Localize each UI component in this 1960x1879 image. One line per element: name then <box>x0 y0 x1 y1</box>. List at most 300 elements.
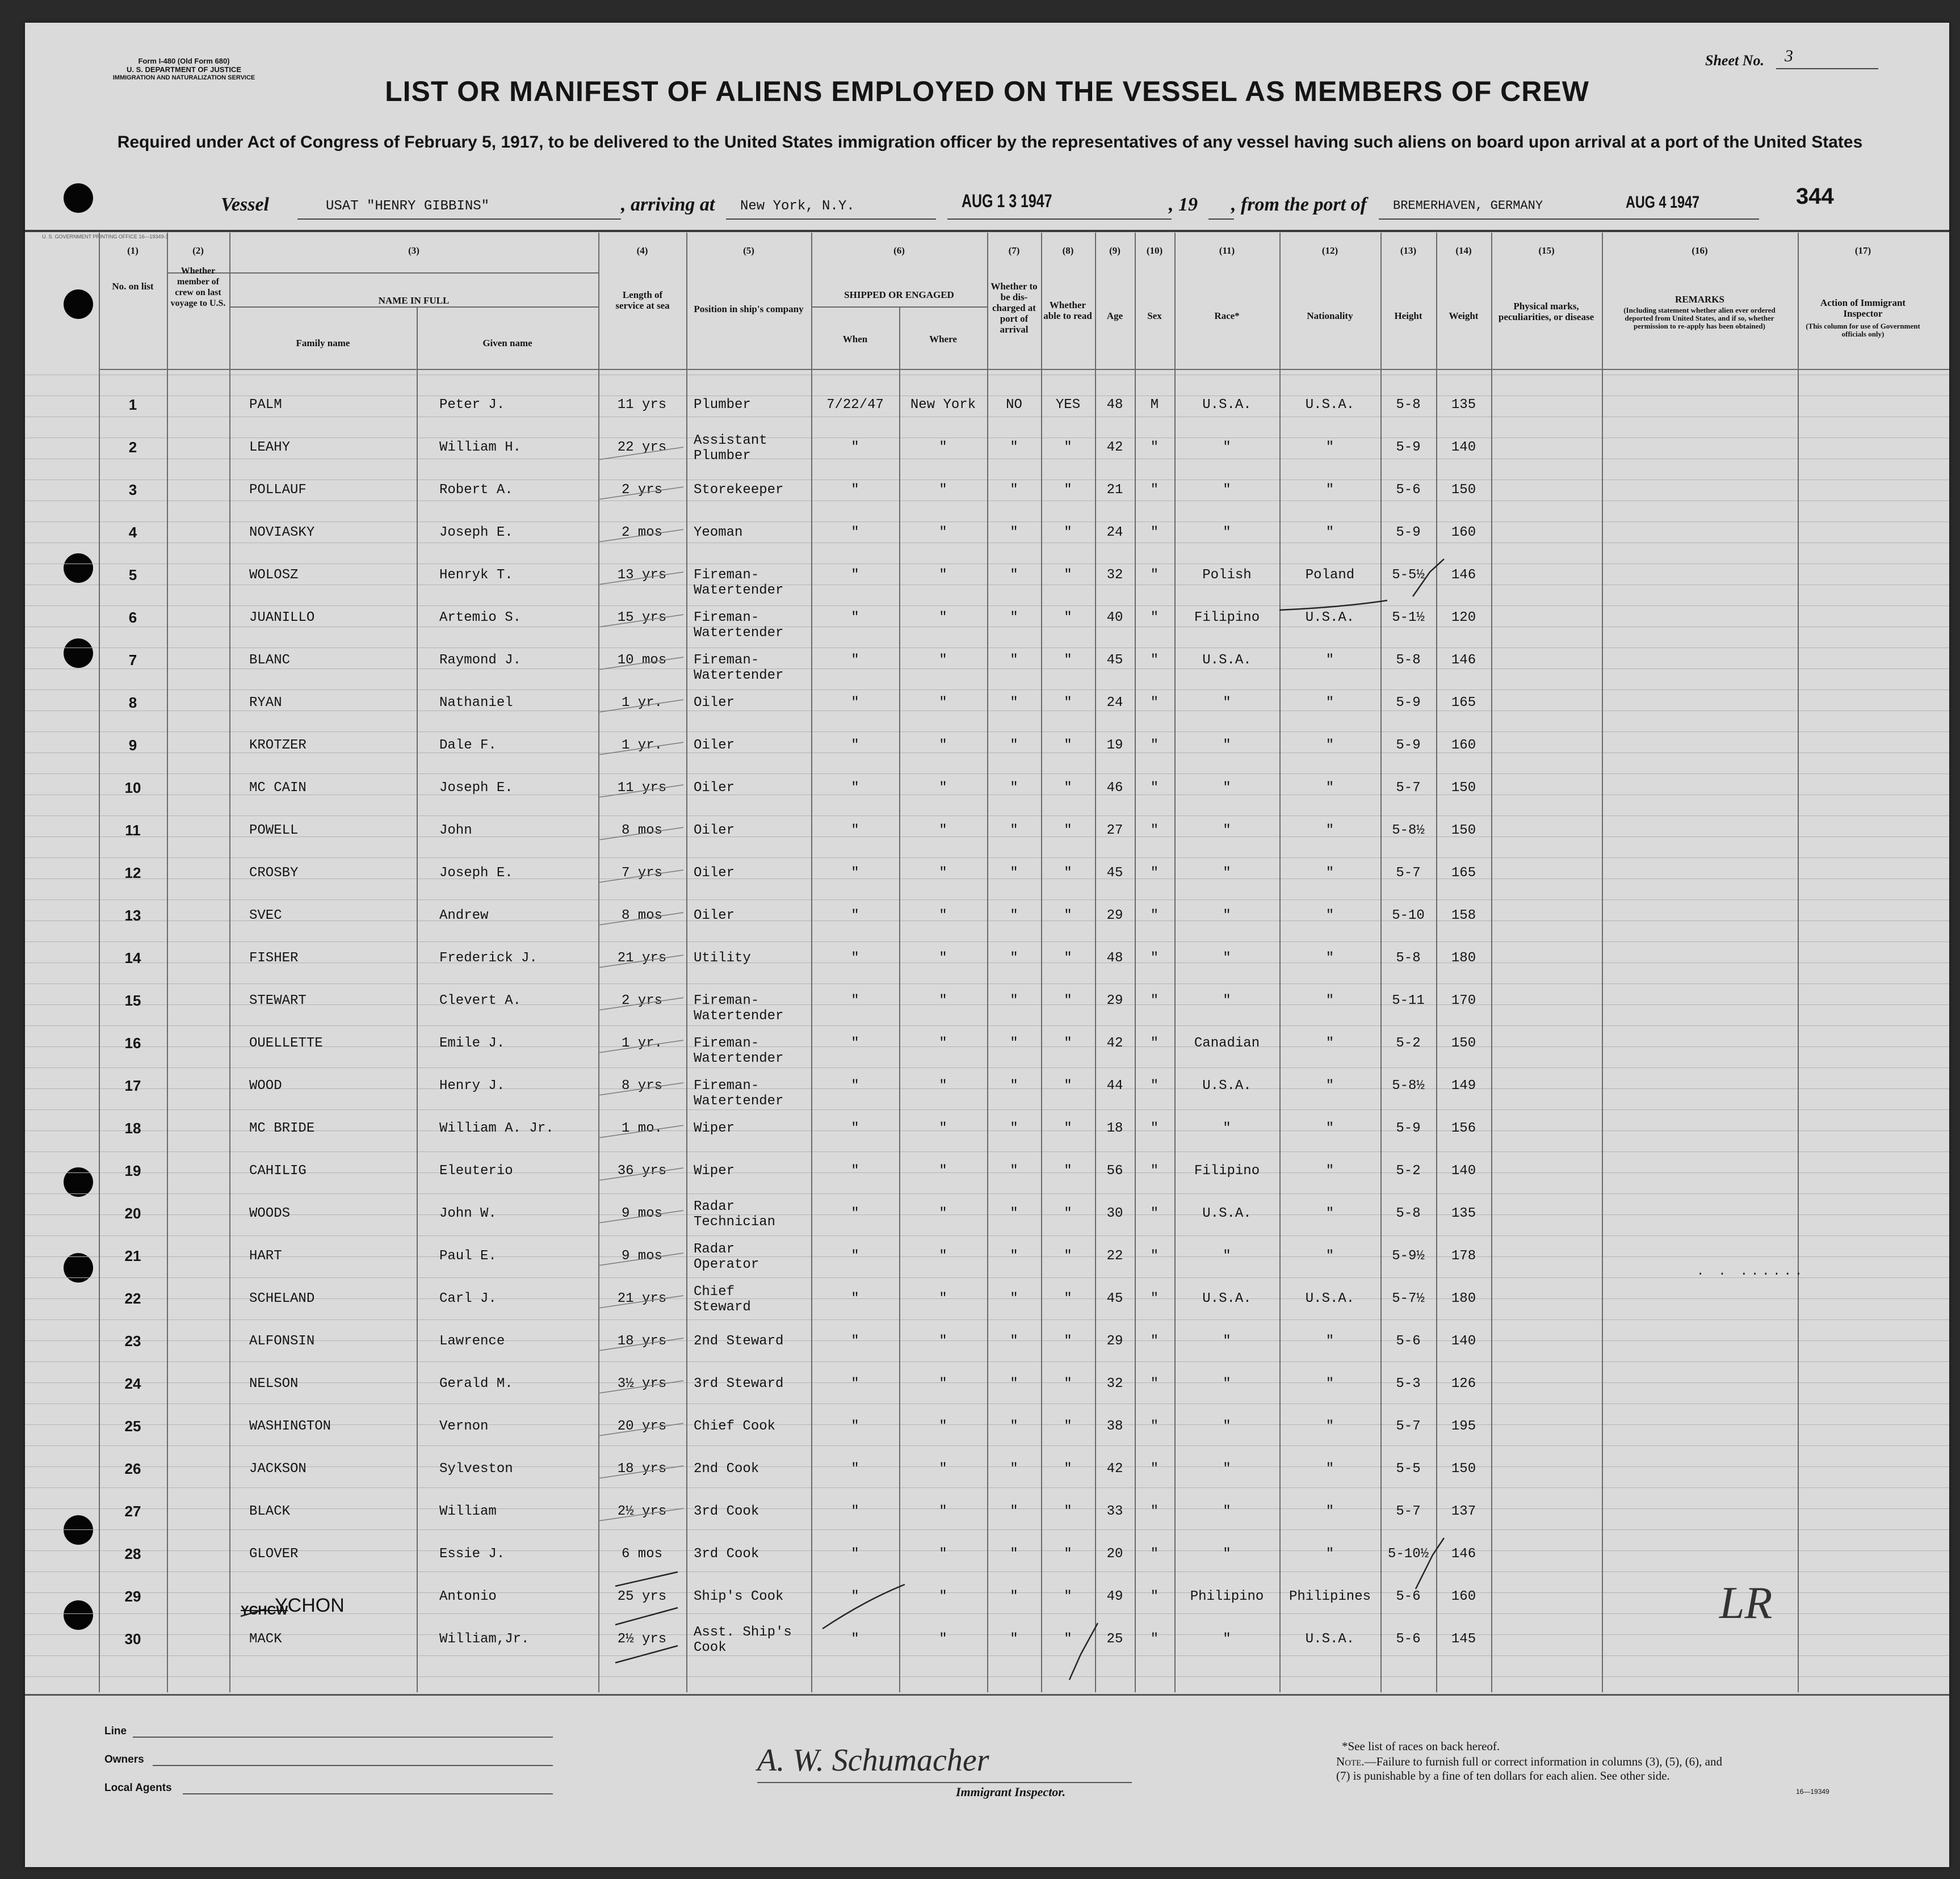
cell-nationality: " <box>1325 1206 1334 1221</box>
col-number-1: (1) <box>127 245 138 256</box>
cell-discharged: " <box>1010 951 1018 966</box>
cell-sex: " <box>1150 823 1159 838</box>
header-remarks-note: (Including statement whether alien ever ordered deported from United States, and if so, whether permission to re-apply has been obtained) <box>1623 306 1776 330</box>
cell-no: 24 <box>124 1375 141 1392</box>
cell-nationality: " <box>1325 1461 1334 1477</box>
cell-read: " <box>1064 1163 1072 1179</box>
col-number-8: (8) <box>1062 245 1074 256</box>
cell-service: 2 yrs <box>621 482 662 498</box>
sheet-number-value: 3 <box>1785 47 1793 65</box>
cell-where: " <box>939 482 947 498</box>
header-last-voyage: Whether member of crew on last voyage to U.S. <box>170 266 226 308</box>
cell-no: 8 <box>128 694 137 711</box>
cell-read: " <box>1064 1121 1072 1136</box>
cell-race: " <box>1223 738 1231 753</box>
cell-given: William,Jr. <box>439 1632 530 1647</box>
cell-when: " <box>851 1078 859 1094</box>
cell-no: 22 <box>124 1290 141 1307</box>
header-shipped-when: When <box>842 334 868 344</box>
cell-position: 3rd Cook <box>694 1546 759 1562</box>
cell-discharged: " <box>1010 653 1018 668</box>
ditto-check-stroke <box>822 1584 905 1629</box>
col-number-3: (3) <box>408 245 419 256</box>
cell-read: " <box>1064 653 1072 668</box>
cell-service: 18 yrs <box>617 1334 667 1349</box>
cell-position: 3rd Cook <box>694 1504 759 1519</box>
cell-race: Filipino <box>1194 610 1260 625</box>
cell-age: 48 <box>1106 397 1123 413</box>
cell-given: Clevert A. <box>439 993 522 1008</box>
cell-given: Peter J. <box>439 397 505 413</box>
cell-weight: 140 <box>1451 440 1476 455</box>
manifest-sheet <box>25 23 1949 1867</box>
cell-race: " <box>1223 1121 1231 1136</box>
cell-height: 5-6 <box>1396 482 1421 498</box>
cell-weight: 150 <box>1451 823 1476 838</box>
cell-read: " <box>1064 695 1072 711</box>
cell-sex: " <box>1150 610 1159 625</box>
header-able-to-read: Whether able to read <box>1043 300 1092 321</box>
cell-family: CROSBY <box>249 865 299 881</box>
cell-height: 5-9 <box>1396 525 1421 540</box>
cell-no: 29 <box>124 1588 141 1605</box>
cell-weight: 158 <box>1451 908 1476 923</box>
cell-nationality: " <box>1325 823 1334 838</box>
col-number-6: (6) <box>893 245 905 256</box>
cell-age: 42 <box>1106 1461 1123 1477</box>
cell-sex: " <box>1150 1504 1159 1519</box>
cell-when: " <box>851 865 859 881</box>
cell-read: " <box>1064 1376 1072 1392</box>
cell-given: Sylveston <box>439 1461 513 1477</box>
cell-when: " <box>851 1206 859 1221</box>
cell-where: " <box>939 865 947 881</box>
cell-weight: 160 <box>1451 525 1476 540</box>
cell-sex: " <box>1150 865 1159 881</box>
cell-position: Oiler <box>694 695 735 711</box>
cell-position: Fireman- Watertender <box>694 993 784 1024</box>
cell-nationality: " <box>1325 993 1334 1008</box>
cell-where: " <box>939 993 947 1008</box>
cell-service: 22 yrs <box>617 440 667 455</box>
cell-family: CAHILIG <box>249 1163 307 1179</box>
header-height: Height <box>1394 310 1422 321</box>
cell-position: Ship's Cook <box>694 1589 784 1604</box>
cell-height: 5-8 <box>1396 951 1421 966</box>
cell-sex: " <box>1150 440 1159 455</box>
cell-family: JACKSON <box>249 1461 307 1477</box>
cell-no: 26 <box>124 1460 141 1477</box>
cell-height: 5-9 <box>1396 1121 1421 1136</box>
col-number-2: (2) <box>192 245 204 256</box>
cell-service: 1 yr. <box>621 695 662 711</box>
cell-sex: " <box>1150 951 1159 966</box>
note-label: Note. <box>1336 1755 1365 1768</box>
cell-when: " <box>851 440 859 455</box>
cell-height: 5-7 <box>1396 780 1421 796</box>
cell-service: 11 yrs <box>617 397 667 413</box>
cell-family: POWELL <box>249 823 299 838</box>
cell-read: " <box>1064 440 1072 455</box>
cell-family: STEWART <box>249 993 307 1008</box>
cell-race: " <box>1223 908 1231 923</box>
fine-notice <box>1336 1755 1722 1783</box>
cell-no: 18 <box>124 1120 141 1137</box>
cell-weight: 150 <box>1451 482 1476 498</box>
cell-where: " <box>939 1036 947 1051</box>
cell-discharged: " <box>1010 1419 1018 1434</box>
cell-family: FISHER <box>249 951 299 966</box>
cell-where: " <box>939 1632 947 1647</box>
cell-when: " <box>851 1461 859 1477</box>
cell-where: " <box>939 525 947 540</box>
cell-read: " <box>1064 865 1072 881</box>
cell-given: Robert A. <box>439 482 513 498</box>
cell-given: William H. <box>439 440 522 455</box>
cell-sex: " <box>1150 1291 1159 1306</box>
cell-sex: " <box>1150 1206 1159 1221</box>
cell-family: NELSON <box>249 1376 299 1392</box>
header-position: Position in ship's company <box>694 304 804 314</box>
cell-where: " <box>939 823 947 838</box>
cell-where: " <box>939 1376 947 1392</box>
cell-height: 5-6 <box>1396 1334 1421 1349</box>
cell-race: U.S.A. <box>1202 1078 1252 1094</box>
cell-age: 20 <box>1106 1546 1123 1562</box>
header-race: Race* <box>1214 310 1240 321</box>
cell-service: 8 mos <box>621 823 662 838</box>
cell-nationality: " <box>1325 1504 1334 1519</box>
cell-nationality: " <box>1325 1121 1334 1136</box>
cell-read: " <box>1064 610 1072 625</box>
cell-when: " <box>851 1589 859 1604</box>
cell-read: " <box>1064 1546 1072 1562</box>
cell-given: Emile J. <box>439 1036 505 1051</box>
service-name: IMMIGRATION AND NATURALIZATION SERVICE <box>112 74 255 81</box>
cell-family: MACK <box>249 1632 282 1647</box>
arriving-label: , arriving at <box>621 194 715 215</box>
cell-read: " <box>1064 1334 1072 1349</box>
cell-weight: 170 <box>1451 993 1476 1008</box>
cell-height: 5-5½ <box>1392 568 1425 583</box>
cell-when: " <box>851 993 859 1008</box>
cell-position: Oiler <box>694 823 735 838</box>
cell-family: WOOD <box>249 1078 282 1094</box>
cell-discharged: " <box>1010 440 1018 455</box>
cell-nationality: " <box>1325 1078 1334 1094</box>
cell-sex: " <box>1150 993 1159 1008</box>
cell-nationality: " <box>1325 1163 1334 1179</box>
cell-service: 3½ yrs <box>617 1376 667 1392</box>
cell-service: 2½ yrs <box>617 1632 667 1647</box>
cell-height: 5-6 <box>1396 1589 1421 1604</box>
signature-line <box>757 1782 1132 1783</box>
cell-where: " <box>939 1206 947 1221</box>
remarks-dots: . . ...... <box>1697 1264 1806 1279</box>
cell-age: 24 <box>1106 695 1123 711</box>
cell-given: Antonio <box>439 1589 497 1604</box>
cell-given: Andrew <box>439 908 489 923</box>
cell-no: 27 <box>124 1503 141 1520</box>
footer-agents-label: Local Agents <box>104 1782 172 1794</box>
cell-read: " <box>1064 1589 1072 1604</box>
signature-stroke <box>1069 1623 1098 1680</box>
cell-when: 7/22/47 <box>826 397 884 413</box>
cell-read: " <box>1064 823 1072 838</box>
cell-service: 9 mos <box>621 1206 662 1221</box>
cell-given: John W. <box>439 1206 497 1221</box>
header-weight: Weight <box>1449 310 1479 321</box>
cell-weight: 150 <box>1451 780 1476 796</box>
cell-weight: 146 <box>1451 653 1476 668</box>
cell-age: 42 <box>1106 440 1123 455</box>
cell-age: 29 <box>1106 1334 1123 1349</box>
cell-service: 2 yrs <box>621 993 662 1008</box>
cell-no: 30 <box>124 1630 141 1647</box>
cell-when: " <box>851 1504 859 1519</box>
cell-age: 40 <box>1106 610 1123 625</box>
cell-service: 10 mos <box>617 653 667 668</box>
cell-age: 49 <box>1106 1589 1123 1604</box>
cell-weight: 146 <box>1451 1546 1476 1562</box>
cell-nationality: U.S.A. <box>1305 610 1355 625</box>
page-subtitle: Required under Act of Congress of February 5, 1917, to be delivered to the United States immigration officer by the representatives of any vessel having such aliens on board upon arrival at a port of the United States <box>117 133 1863 152</box>
header-given-name: Given name <box>482 338 532 348</box>
footer-form-code: 16—19349 <box>1796 1788 1829 1796</box>
cell-family: MC BRIDE <box>249 1121 315 1136</box>
cell-when: " <box>851 482 859 498</box>
cell-where: " <box>939 695 947 711</box>
cell-height: 5-6 <box>1396 1632 1421 1647</box>
cell-sex: " <box>1150 1334 1159 1349</box>
cell-service: 2 mos <box>621 525 662 540</box>
page-title: LIST OR MANIFEST OF ALIENS EMPLOYED ON THE VESSEL AS MEMBERS OF CREW <box>385 75 1589 107</box>
cell-age: 44 <box>1106 1078 1123 1094</box>
cell-race: " <box>1223 1334 1231 1349</box>
cell-service: 25 yrs <box>617 1589 667 1604</box>
cell-no: 23 <box>124 1332 141 1350</box>
cell-position: Asst. Ship's Cook <box>694 1625 792 1655</box>
cell-service: 9 mos <box>621 1249 662 1264</box>
cell-read: " <box>1064 1291 1072 1306</box>
header-age: Age <box>1106 310 1123 321</box>
cell-height: 5-9½ <box>1392 1249 1425 1264</box>
cell-nationality: " <box>1325 525 1334 540</box>
from-port-label: , from the port of <box>1231 194 1367 215</box>
cell-height: 5-8½ <box>1392 823 1425 838</box>
col-number-5: (5) <box>743 245 754 256</box>
col-number-11: (11) <box>1219 245 1235 256</box>
cell-given: Gerald M. <box>439 1376 513 1392</box>
cell-when: " <box>851 738 859 753</box>
cell-position: Fireman- Watertender <box>694 1036 784 1066</box>
handwritten-annotations <box>25 23 1949 1867</box>
cell-sex: " <box>1150 1632 1159 1647</box>
cell-service: 21 yrs <box>617 1291 667 1306</box>
cell-when: " <box>851 1376 859 1392</box>
cell-no: 9 <box>128 737 137 754</box>
cell-height: 5-10½ <box>1387 1546 1429 1562</box>
cell-no: 21 <box>124 1247 141 1264</box>
cell-where: " <box>939 1121 947 1136</box>
cell-family: POLLAUF <box>249 482 307 498</box>
cell-nationality: U.S.A. <box>1305 1291 1355 1306</box>
cell-when: " <box>851 1121 859 1136</box>
cell-service: 7 yrs <box>621 865 662 881</box>
cell-weight: 150 <box>1451 1036 1476 1051</box>
cell-discharged: " <box>1010 1334 1018 1349</box>
cell-age: 19 <box>1106 738 1123 753</box>
cell-age: 32 <box>1106 568 1123 583</box>
cell-family: WASHINGTON <box>249 1419 331 1434</box>
cell-nationality: " <box>1325 653 1334 668</box>
cell-given: William A. Jr. <box>439 1121 554 1136</box>
cell-age: 45 <box>1106 1291 1123 1306</box>
cell-when: " <box>851 1632 859 1647</box>
cell-height: 5-5 <box>1396 1461 1421 1477</box>
cell-race: " <box>1223 823 1231 838</box>
cell-position: Fireman- Watertender <box>694 1078 784 1109</box>
cell-age: 56 <box>1106 1163 1123 1179</box>
cell-given: Vernon <box>439 1419 489 1434</box>
footer-owners-label: Owners <box>104 1754 144 1765</box>
cell-when: " <box>851 951 859 966</box>
cell-height: 5-1½ <box>1392 610 1425 625</box>
cell-height: 5-8 <box>1396 1206 1421 1221</box>
cell-read: " <box>1064 568 1072 583</box>
cell-position: Chief Cook <box>694 1419 776 1434</box>
cell-position: Oiler <box>694 738 735 753</box>
cell-discharged: " <box>1010 525 1018 540</box>
struck-original-name: YCHCW <box>241 1603 288 1617</box>
cell-nationality: " <box>1325 1036 1334 1051</box>
cell-height: 5-11 <box>1392 993 1425 1008</box>
header-remarks: REMARKS <box>1675 294 1724 305</box>
cell-age: 42 <box>1106 1036 1123 1051</box>
cell-nationality: " <box>1325 1419 1334 1434</box>
cell-given: Lawrence <box>439 1334 505 1349</box>
cell-service: 1 mo. <box>621 1121 662 1136</box>
cell-age: 33 <box>1106 1504 1123 1519</box>
cell-given: Joseph E. <box>439 525 513 540</box>
cell-discharged: " <box>1010 1121 1018 1136</box>
cell-height: 5-7½ <box>1392 1291 1425 1306</box>
cell-discharged: " <box>1010 865 1018 881</box>
cell-read: " <box>1064 1632 1072 1647</box>
service-strikeout <box>615 1646 678 1663</box>
cell-height: 5-7 <box>1396 1504 1421 1519</box>
cell-age: 29 <box>1106 908 1123 923</box>
col-number-12: (12) <box>1321 245 1338 256</box>
race-footnote: *See list of races on back hereof. <box>1342 1739 1500 1753</box>
cell-family: OUELLETTE <box>249 1036 323 1051</box>
cell-given: Joseph E. <box>439 780 513 796</box>
cell-family: LEAHY <box>249 440 291 455</box>
cell-where: " <box>939 1291 947 1306</box>
cell-when: " <box>851 1249 859 1264</box>
cell-where: " <box>939 1163 947 1179</box>
cell-discharged: " <box>1010 1036 1018 1051</box>
cell-family: ALFONSIN <box>249 1334 315 1349</box>
cell-age: 32 <box>1106 1376 1123 1392</box>
cell-age: 45 <box>1106 653 1123 668</box>
department-name: U. S. DEPARTMENT OF JUSTICE <box>127 65 241 74</box>
cell-position: Utility <box>694 951 751 966</box>
cell-position: Yeoman <box>694 525 743 540</box>
cell-read: " <box>1064 525 1072 540</box>
cell-given: John <box>439 823 472 838</box>
cell-sex: " <box>1150 1163 1159 1179</box>
cell-family: WOODS <box>249 1206 291 1221</box>
cell-read: " <box>1064 1461 1072 1477</box>
cell-where: " <box>939 1504 947 1519</box>
cell-no: 4 <box>128 524 137 541</box>
cell-race: Filipino <box>1194 1163 1260 1179</box>
nationality-check-stroke <box>1279 600 1387 610</box>
cell-read: " <box>1064 780 1072 796</box>
cell-given: Essie J. <box>439 1546 505 1562</box>
footer-owners-field <box>153 1765 553 1766</box>
cell-sex: " <box>1150 1546 1159 1562</box>
cell-height: 5-2 <box>1396 1163 1421 1179</box>
printing-office-line: U. S. GOVERNMENT PRINTING OFFICE 16—19349-1 <box>42 234 169 239</box>
cell-height: 5-9 <box>1396 695 1421 711</box>
cell-age: 25 <box>1106 1632 1123 1647</box>
cell-age: 27 <box>1106 823 1123 838</box>
cell-given: Nathaniel <box>439 695 513 711</box>
cell-age: 22 <box>1106 1249 1123 1264</box>
header-inspector-note: (This column for use of Government officials only) <box>1806 322 1920 338</box>
cell-family: GLOVER <box>249 1546 299 1562</box>
cell-no: 17 <box>124 1077 141 1094</box>
cell-service: 2½ yrs <box>617 1504 667 1519</box>
cell-nationality: Poland <box>1305 568 1355 583</box>
cell-age: 46 <box>1106 780 1123 796</box>
cell-sex: " <box>1150 482 1159 498</box>
cell-where: " <box>939 738 947 753</box>
cell-position: 3rd Steward <box>694 1376 784 1392</box>
cell-given: William <box>439 1504 497 1519</box>
cell-age: 21 <box>1106 482 1123 498</box>
header-shipped-where: Where <box>929 334 957 344</box>
header-shipped-engaged: SHIPPED OR ENGAGED <box>844 289 954 300</box>
cell-race: U.S.A. <box>1202 1291 1252 1306</box>
header-inspector-action: Action of Immigrant Inspector <box>1820 297 1906 319</box>
cell-service: 15 yrs <box>617 610 667 625</box>
cell-service: 11 yrs <box>617 780 667 796</box>
cell-no: 28 <box>124 1545 141 1562</box>
header-name-in-full: NAME IN FULL <box>378 295 450 306</box>
cell-service: 21 yrs <box>617 951 667 966</box>
cell-read: " <box>1064 482 1072 498</box>
cell-read: " <box>1064 1036 1072 1051</box>
col-number-7: (7) <box>1008 245 1020 256</box>
cell-weight: 165 <box>1451 865 1476 881</box>
cell-when: " <box>851 1163 859 1179</box>
cell-height: 5-2 <box>1396 1036 1421 1051</box>
col-number-14: (14) <box>1455 245 1472 256</box>
header-list-number: No. on list <box>112 281 154 292</box>
handwritten-name-correction: YCHON <box>275 1595 345 1616</box>
cell-service: 13 yrs <box>617 568 667 583</box>
sheet-number-label: Sheet No. <box>1705 52 1764 69</box>
cell-sex: " <box>1150 1589 1159 1604</box>
cell-weight: 160 <box>1451 738 1476 753</box>
cell-where: " <box>939 1589 947 1604</box>
cell-position: Wiper <box>694 1163 735 1179</box>
cell-given: Joseph E. <box>439 865 513 881</box>
cell-weight: 140 <box>1451 1163 1476 1179</box>
